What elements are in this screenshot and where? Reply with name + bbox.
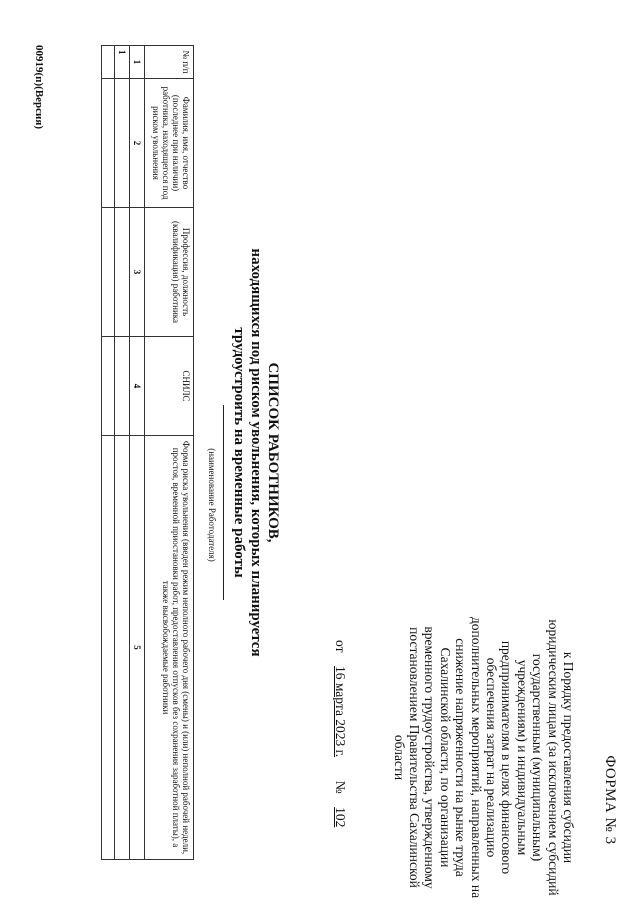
footer-code: 00919(п)(Версия) — [33, 45, 45, 129]
date-prefix: от — [333, 640, 348, 653]
staff-table — [101, 45, 194, 860]
column-number: 5 — [130, 436, 145, 860]
column-number: 4 — [130, 337, 145, 436]
title-line-1: СПИСОК РАБОТНИКОВ, — [265, 362, 281, 543]
table-header-row — [145, 46, 194, 860]
table-cell — [102, 46, 115, 79]
title-line-2: находящихся под риском увольнения, которых планируется трудоустроить на временные работы — [231, 248, 264, 657]
table-cell — [115, 436, 130, 860]
table-row — [102, 46, 115, 860]
header-cell: СНИЛС — [145, 337, 194, 436]
table-cell — [115, 337, 130, 436]
column-number: 1 — [130, 46, 145, 79]
header-cell: Фамилия, имя, отчество (последнее при наличии) работника, находящегося под риском увольнения — [145, 79, 194, 208]
table-cell — [102, 208, 115, 337]
column-number-row — [130, 46, 145, 860]
header-cell: № п/п — [145, 46, 194, 79]
employer-name-line — [223, 405, 224, 600]
header-cell: Профессия, должность (квалификация) работника — [145, 208, 194, 337]
table-cell — [115, 208, 130, 337]
table-cell — [102, 337, 115, 436]
column-number: 3 — [130, 208, 145, 337]
table-cell — [102, 79, 115, 208]
annex-date-line — [332, 640, 348, 900]
column-number: 2 — [130, 79, 145, 208]
employer-caption: (наименование Работодателя) — [207, 448, 217, 562]
number-prefix: № — [333, 780, 348, 794]
table-row — [115, 46, 130, 860]
document-title — [230, 200, 281, 705]
table-cell — [115, 79, 130, 208]
number-value: 102 — [333, 807, 348, 828]
table-cell — [102, 436, 115, 860]
header-cell: Форма риска увольнения (введен режим неполного рабочего дня (смены) и (или) неполной рабочей недели, простоя, временной приостановки работ, предоставления отпусков без сохранения заработной платы), а также высвобождаемые работники — [145, 436, 194, 860]
table-cell: 1 — [115, 46, 130, 79]
annex-text: к Порядку предоставления субсидии юридическим лицам (за исключением субсидий государственным (муниципальным) учреждениям) и индивидуальным предпринимателям в целях финансового обеспечения затрат на реализацию дополнительных мероприятий, направленных на снижение напряженности на рынке труда Сахалинской области, по организации временного трудоустройства, утвержденному постановлением Правительства Сахалинской области — [391, 616, 576, 899]
form-title: ФОРМА № 3 — [602, 755, 618, 845]
date-value: 16 марта 2023 г. — [333, 665, 348, 758]
